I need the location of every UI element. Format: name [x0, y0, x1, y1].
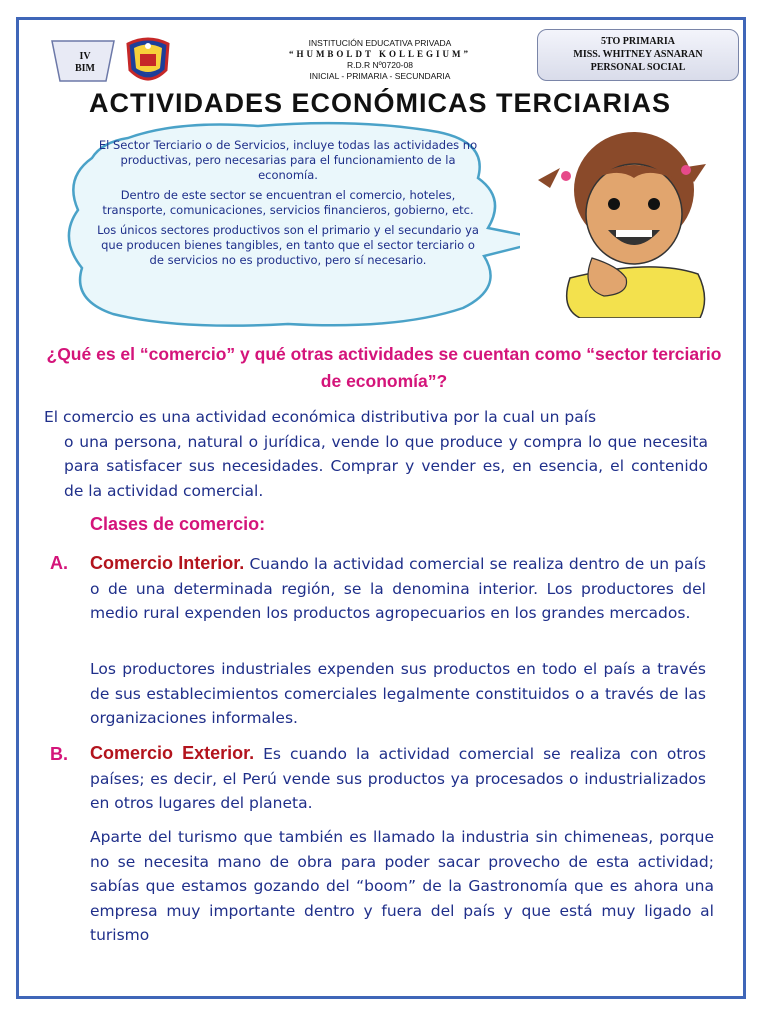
item-letter-a: A. — [50, 553, 68, 573]
comercio-exterior-paragraph: Comercio Exterior. Es cuando la actividad comercial se realiza con otros países; es decir, el Perú vende sus productos ya procesados o industrializados en otros lugares del planeta. — [90, 743, 706, 812]
page-title: ACTIVIDADES ECONÓMICAS TERCIARIAS — [88, 88, 672, 118]
main-question: ¿Qué es el “comercio” y qué otras actividades se cuentan como “sector terciario de economía”? — [46, 344, 722, 391]
course-info-box: 5TO PRIMARIA MISS. WHITNEY ASNARAN PERSONAL SOCIAL — [537, 29, 739, 81]
section-subtitle: Clases de comercio: — [90, 514, 266, 534]
bimestre-label: IV BIM — [75, 51, 95, 74]
comercio-interior-paragraph: Comercio Interior. Cuando la actividad comercial se realiza dentro de un país o de una determinada región, se la denomina interior. Los productores del medio rural expenden los productos agropecuarios en los grandes mercados. — [90, 553, 706, 622]
comercio-exterior-extra: Aparte del turismo que también es llamado la industria sin chimeneas, porque no se necesita mano de obra para poder sacar provecho de esta actividad; sabías que estamos gozando del “boom” de la Gastronomía que es ahora una empresa muy importante dentro y fuera del país y que está muy ligado al turismo — [90, 828, 714, 944]
comercio-interior-extra: Los productores industriales expenden sus productos en todo el país a través de sus establecimientos comerciales legalmente constituidos o a través de las organizaciones informales. — [90, 660, 706, 727]
bubble-text: El Sector Terciario o de Servicios, incluye todas las actividades no productivas, pero necesarias para el funcionamiento de la economía. Dentro de este sector se encuentran el comercio, hoteles, transporte, comunicaciones, servicios financieros, gobierno, etc. Los únicos sectores productivos son el primario y el secundario ya que producen bienes tangibles, en tanto que el sector terciario o de servicios no es productivo, pero sí necesario. — [97, 138, 479, 267]
school-crest-logo — [120, 34, 176, 90]
school-info: INSTITUCIÓN EDUCATIVA PRIVADA “HUMBOLDT KOLLEGIUM” R.D.R Nº0720-08 INICIAL - PRIMARIA - SECUNDARIA — [288, 38, 472, 81]
item-letter-b: B. — [50, 744, 68, 764]
comercio-exterior-heading: Comercio Exterior. — [90, 743, 255, 763]
girl-illustration — [530, 118, 720, 318]
comercio-interior-heading: Comercio Interior. — [90, 553, 245, 573]
intro-paragraph: El comercio es una actividad económica distributiva por la cual un país o una persona, natural o jurídica, vende lo que produce y compra lo que necesita para satisfacer sus necesidades. Comprar y vender es, en esencia, el contenido de la actividad comercial. — [44, 408, 708, 500]
